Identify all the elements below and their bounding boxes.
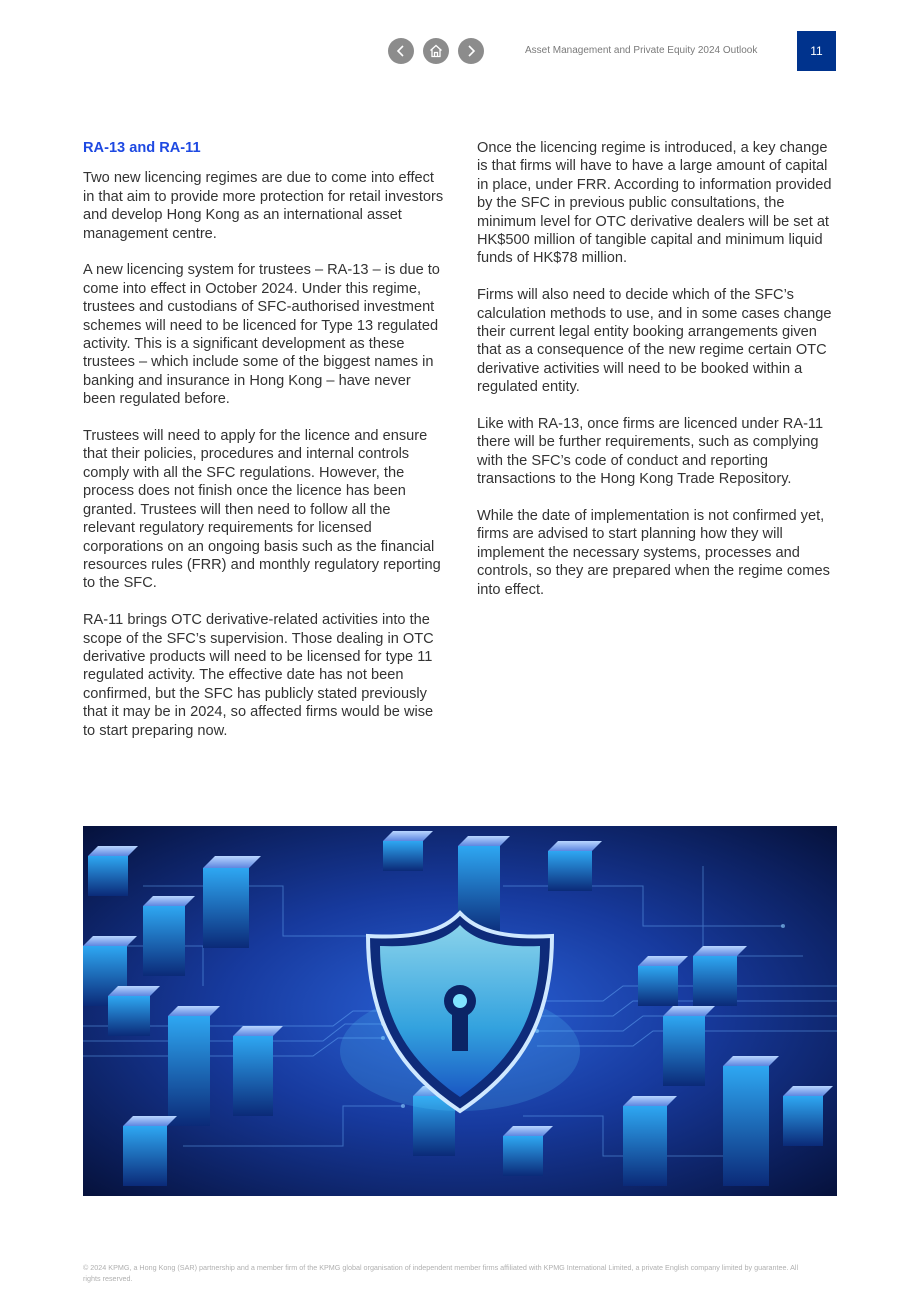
paragraph: While the date of implementation is not confirmed yet, firms are advised to start planning how they will implement the necessary systems, processes and controls, so they are prepared when the regime comes into effect.	[477, 508, 830, 598]
page-number: 11	[810, 44, 823, 58]
header-title: Asset Management and Private Equity 2024 Outlook	[525, 45, 758, 56]
next-page-button[interactable]	[458, 38, 484, 64]
paragraph: Firms will also need to decide which of the SFC’s calculation methods to use, and in some cases change their current legal entity booking arrangements given that as a consequence of the new regime certain OTC derivative activities will need to be booked within a regulated entity.	[477, 287, 832, 396]
home-icon	[428, 43, 444, 59]
paragraph: A new licencing system for trustees – RA-13 – is due to come into effect in October 2024. Under this regime, trustees and custodians of SFC-authorised investment schemes will need to be licenced for Type 13 regulated activity. This is a significant development as these trustees – which include some of the biggest names in banking and insurance in Hong Kong – have never been regulated before.	[83, 262, 440, 408]
copyright-footer: © 2024 KPMG, a Hong Kong (SAR) partnership and a member firm of the KPMG global organisation of independent member firms affiliated with KPMG International Limited, a private English company limited by guarantee. All rights reserved.	[83, 1263, 799, 1283]
chevron-left-icon	[394, 44, 408, 58]
paragraph: Like with RA-13, once firms are licenced under RA-11 there will be further requirements, such as complying with the SFC’s code of conduct and reporting transactions to the Hong Kong Trade Repository.	[477, 416, 824, 488]
paragraph: RA-11 brings OTC derivative-related activities into the scope of the SFC’s supervision. Those dealing in OTC derivative products will need to be licensed for type 11 regulated activity. The effective date has not been confirmed, but the SFC has publicly stated previously that it may be in 2024, so affected firms would be wise to start preparing now.	[83, 612, 434, 739]
hero-image	[83, 826, 837, 1196]
security-shield-keyhole-icon	[83, 826, 837, 1196]
paragraph: Trustees will need to apply for the licence and ensure that their policies, procedures and internal controls comply with all the SFC regulations. However, the process does not finish once the licence has been granted. Trustees will then need to follow all the relevant regulatory requirements for licensed corporations on an ongoing basis such as the financial resources rules (FRR) and monthly regulatory reporting to the SFC.	[83, 428, 441, 592]
left-column	[83, 139, 445, 758]
previous-page-button[interactable]	[388, 38, 414, 64]
paragraph: Once the licencing regime is introduced, a key change is that firms will have to have a large amount of capital in place, under FRR. According to information provided by the SFC in previous public consultations, the minimum level for OTC derivative dealers will be set at HK$500 million of tangible capital and minimum liquid funds of HK$78 million.	[477, 140, 832, 267]
home-button[interactable]	[423, 38, 449, 64]
page-number-badge	[797, 31, 836, 71]
paragraph: Two new licencing regimes are due to come into effect in that aim to provide more protection for retail investors and develop Hong Kong as an international asset management centre.	[83, 170, 444, 242]
section-heading: RA-13 and RA-11	[83, 140, 201, 156]
chevron-right-icon	[464, 44, 478, 58]
right-column	[477, 139, 839, 618]
